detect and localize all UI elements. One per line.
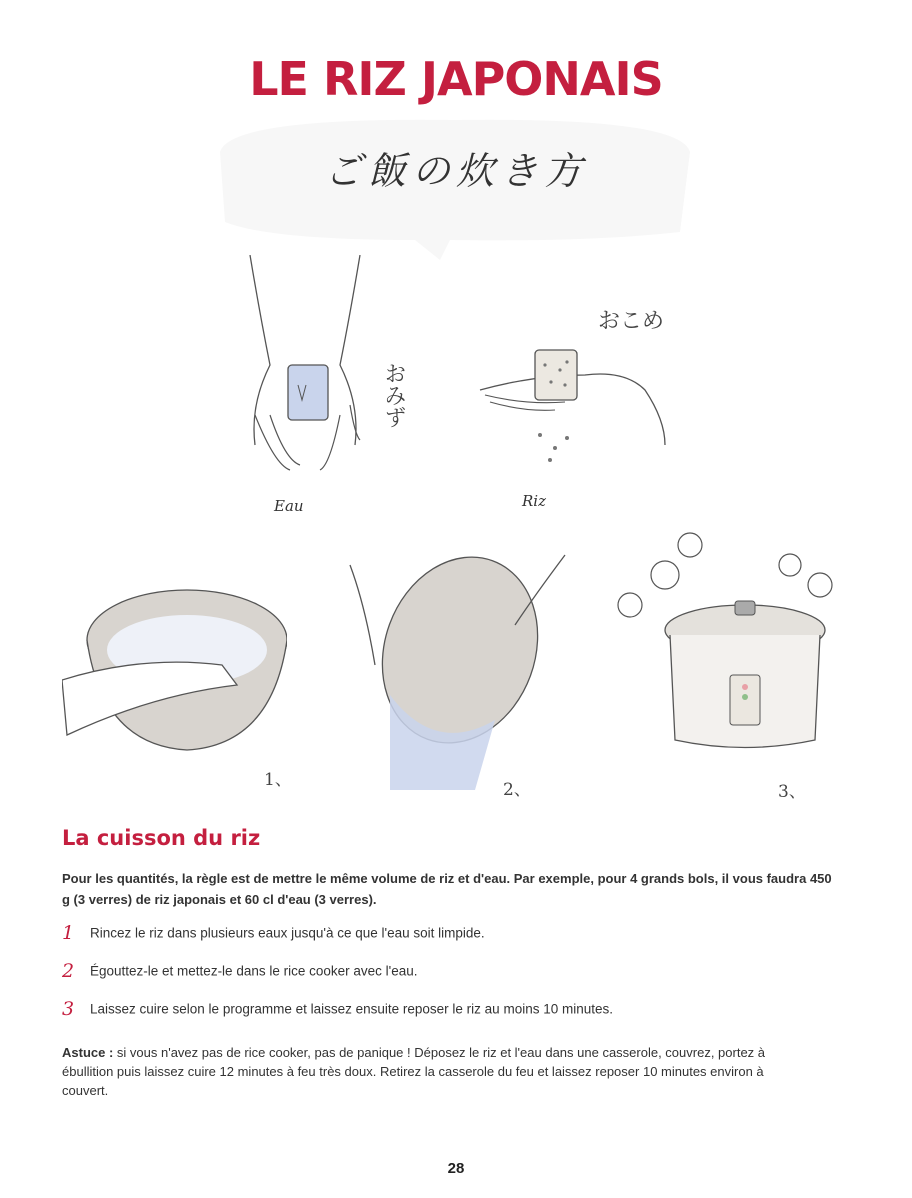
tip-label: Astuce : (62, 1045, 114, 1060)
page-number: 28 (447, 1160, 465, 1177)
water-caption: Eau (274, 497, 304, 515)
water-japanese-label: おみず (381, 362, 406, 428)
water-glass-hands-illustration (230, 255, 380, 485)
rinsing-bowl-illustration (62, 585, 287, 760)
step-label-1: 1、 (264, 770, 292, 790)
rice-cup-hand-illustration (475, 340, 670, 470)
japanese-title: ご飯の炊き方 (323, 149, 588, 193)
step-number: 3 (62, 998, 75, 1020)
tip-text: si vous n'avez pas de rice cooker, pas de panique ! Déposez le riz et l'eau dans une casserole, couvrez, portez à ébullition puis laissez cuire 12 minutes à feu très doux. Retirez la casserole du feu et laissez reposer 10 minutes environ à couvert. (62, 1045, 766, 1098)
step-label-3: 3、 (778, 782, 806, 802)
section-title: La cuisson du riz (62, 826, 261, 850)
step-2 (62, 960, 842, 982)
step-text: Rincez le riz dans plusieurs eaux jusqu'à ce que l'eau soit limpide. (90, 925, 485, 941)
step-text: Égouttez-le et mettez-le dans le rice cooker avec l'eau. (90, 963, 418, 979)
rice-caption: Riz (522, 492, 546, 510)
rice-cooker-illustration (615, 525, 840, 760)
step-1 (62, 922, 842, 944)
step-number: 1 (62, 922, 75, 944)
step-text: Laissez cuire selon le programme et laissez ensuite reposer le riz au moins 10 minutes. (90, 1001, 613, 1017)
step-label-2: 2、 (503, 780, 531, 800)
page-title: LE RIZ JAPONAIS (249, 52, 663, 106)
step-number: 2 (62, 960, 75, 982)
tip-paragraph (62, 1043, 782, 1100)
rice-japanese-label: おこめ (598, 309, 665, 334)
step-3 (62, 998, 842, 1020)
draining-bowl-illustration (345, 545, 570, 795)
intro-paragraph: Pour les quantités, la règle est de mettre le même volume de riz et d'eau. Par exemple, pour 4 grands bols, il vous faudra 450 g (3 verres) de riz japonais et 60 cl d'eau (3 verres). (62, 871, 832, 907)
